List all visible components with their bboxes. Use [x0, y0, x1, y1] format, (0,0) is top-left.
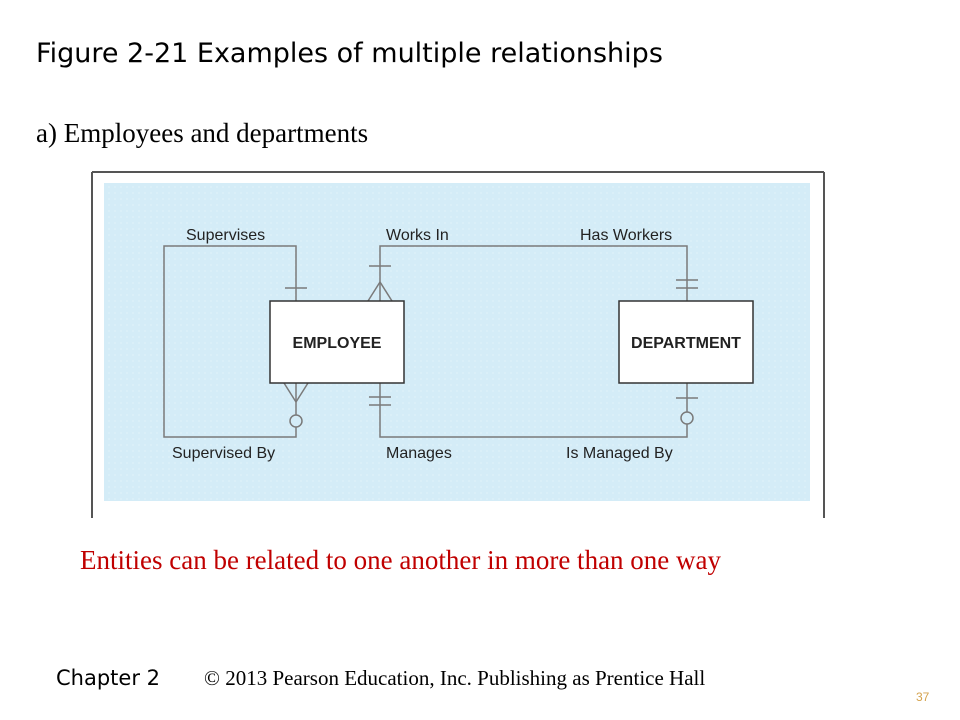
entity-employee-label: EMPLOYEE	[292, 335, 382, 352]
label-supervised-by: Supervised By	[172, 445, 276, 462]
label-is-managed-by: Is Managed By	[566, 445, 673, 462]
department-managed-optional-circle	[681, 412, 693, 424]
slide-subtitle: a) Employees and departments	[36, 118, 369, 148]
slide-caption: Entities can be related to one another in more than one way	[80, 545, 722, 575]
label-has-workers: Has Workers	[580, 227, 673, 244]
label-manages: Manages	[386, 445, 452, 462]
entity-department-label: DEPARTMENT	[631, 335, 741, 352]
entity-employee	[270, 301, 404, 383]
employee-bottom-optional-circle	[290, 415, 302, 427]
slide-title: Figure 2-21 Examples of multiple relationships	[36, 38, 663, 69]
label-supervises: Supervises	[186, 227, 266, 244]
page-number: 37	[916, 690, 930, 704]
footer-copyright: © 2013 Pearson Education, Inc. Publishing as Prentice Hall	[204, 666, 706, 690]
label-works-in: Works In	[386, 227, 449, 244]
entity-department	[619, 301, 753, 383]
footer-chapter: Chapter 2	[56, 666, 160, 690]
